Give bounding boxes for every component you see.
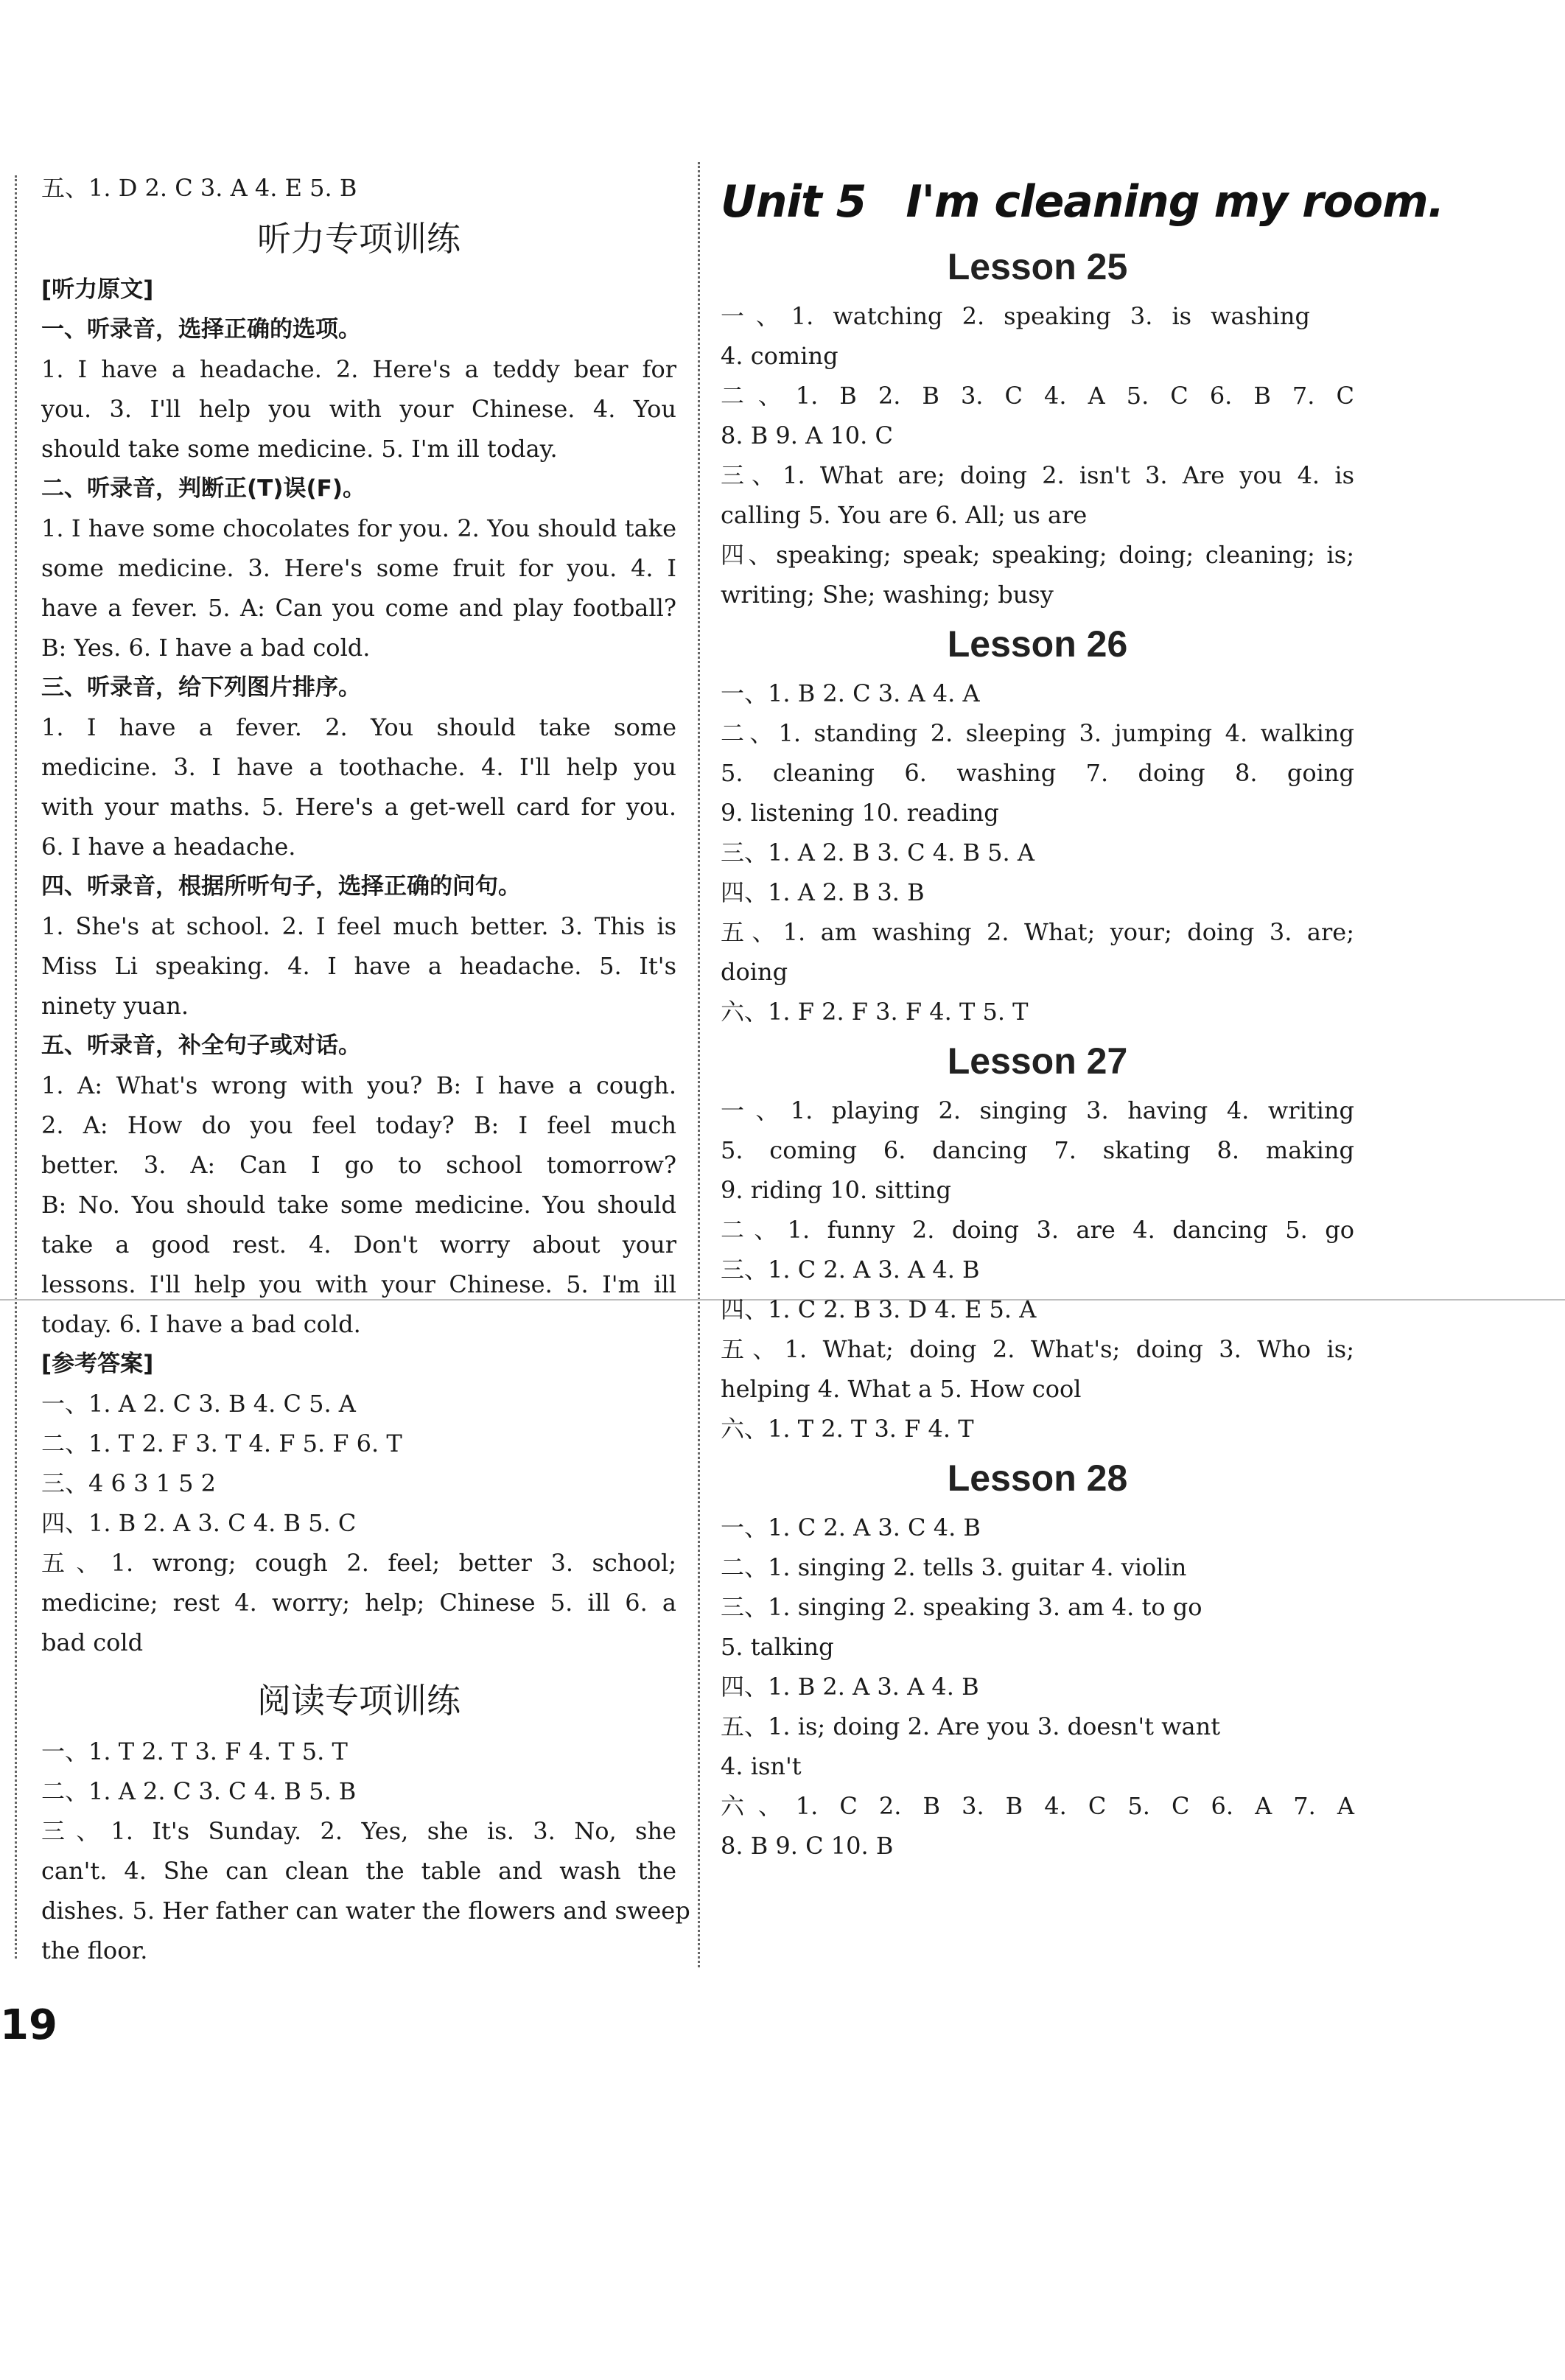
lesson-heading: Lesson 28 <box>947 1457 1128 1499</box>
lesson-answer-line: 五、1. am washing 2. What; your; doing 3. are; <box>721 918 1354 946</box>
unit-label: Unit 5 <box>721 176 866 228</box>
lesson-answer-line: 五、1. is; doing 2. Are you 3. doesn't want <box>721 1712 1221 1740</box>
lesson-answer-line: helping 4. What a 5. How cool <box>721 1375 1082 1403</box>
listening-section-title: 听力专项训练 <box>257 219 461 259</box>
transcript-label: [听力原文] <box>41 276 154 303</box>
lesson-answer-line: 三、1. C 2. A 3. A 4. B <box>721 1256 980 1284</box>
answer-line: 四、1. B 2. A 3. C 4. B 5. C <box>41 1509 357 1537</box>
lesson-answer-line: 四、1. B 2. A 3. A 4. B <box>721 1673 979 1701</box>
left-margin-rule <box>15 175 17 1959</box>
lesson-answer-line: 二、1. B 2. B 3. C 4. A 5. C 6. B 7. C <box>721 382 1354 410</box>
column-divider <box>698 162 700 1967</box>
reading-answer-line: dishes. 5. Her father can water the flowers and sweep <box>41 1897 690 1925</box>
transcript-line: 6. I have a headache. <box>41 833 296 861</box>
answer-line: medicine; rest 4. worry; help; Chinese 5. ill 6. a <box>41 1589 676 1617</box>
transcript-line: 2. A: How do you feel today? B: I feel much <box>41 1111 676 1139</box>
answer-line: 二、1. T 2. F 3. T 4. F 5. F 6. T <box>41 1429 402 1457</box>
lesson-answer-line: 三、1. A 2. B 3. C 4. B 5. A <box>721 839 1034 867</box>
lesson-answer-line: 9. listening 10. reading <box>721 799 999 827</box>
transcript-line: 1. I have a headache. 2. Here's a teddy bear for <box>41 355 676 383</box>
left-column <box>41 168 690 1970</box>
transcript-line: medicine. 3. I have a toothache. 4. I'll help you <box>41 753 676 781</box>
lesson-answer-line: 五、1. What; doing 2. What's; doing 3. Who is; <box>721 1335 1354 1363</box>
lesson-answer-line: 六、1. T 2. T 3. F 4. T <box>721 1415 974 1443</box>
transcript-heading: 二、听录音，判断正(T)误(F)。 <box>41 475 365 502</box>
unit-title <box>721 167 1444 237</box>
answer-line: 一、1. A 2. C 3. B 4. C 5. A <box>41 1390 356 1418</box>
reading-answer-line: 三、1. It's Sunday. 2. Yes, she is. 3. No, she <box>41 1817 676 1845</box>
reading-answer-line: can't. 4. She can clean the table and wash the <box>41 1857 676 1885</box>
transcript-line: have a fever. 5. A: Can you come and play football? <box>41 594 676 622</box>
lesson-answer-line: 5. cleaning 6. washing 7. doing 8. going <box>721 759 1354 787</box>
intro-answer-line: 五、1. D 2. C 3. A 4. E 5. B <box>41 174 357 202</box>
right-column <box>721 167 1444 1866</box>
reading-section-title: 阅读专项训练 <box>257 1681 461 1721</box>
transcript-heading: 一、听录音，选择正确的选项。 <box>41 316 361 343</box>
transcript-line: 1. A: What's wrong with you? B: I have a cough. <box>41 1071 676 1099</box>
lesson-answer-line: writing; She; washing; busy <box>721 581 1054 609</box>
page-number: 19 <box>0 2001 57 2049</box>
lesson-answer-line: 4. coming <box>721 342 838 370</box>
transcript-line: some medicine. 3. Here's some fruit for you. 4. I <box>41 554 676 582</box>
lesson-heading: Lesson 27 <box>947 1040 1128 1082</box>
transcript-heading: 四、听录音，根据所听句子，选择正确的问句。 <box>41 873 521 900</box>
answers-label: [参考答案] <box>41 1351 154 1377</box>
transcript-line: 1. I have some chocolates for you. 2. You should take <box>41 514 676 542</box>
lesson-answer-line: 8. B 9. C 10. B <box>721 1832 894 1860</box>
lesson-answer-line: 二、1. singing 2. tells 3. guitar 4. violin <box>721 1553 1187 1581</box>
lesson-answer-line: 一、1. watching 2. speaking 3. is washing <box>721 302 1310 330</box>
lesson-answer-line: 六、1. F 2. F 3. F 4. T 5. T <box>721 998 1029 1026</box>
reading-answer-line: 一、1. T 2. T 3. F 4. T 5. T <box>41 1737 348 1765</box>
lesson-heading: Lesson 26 <box>947 623 1128 665</box>
lesson-answer-line: 4. isn't <box>721 1752 802 1780</box>
lesson-answer-line: 四、1. C 2. B 3. D 4. E 5. A <box>721 1295 1037 1323</box>
transcript-line: ninety yuan. <box>41 992 189 1020</box>
transcript-line: with your maths. 5. Here's a get-well card for you. <box>41 793 676 821</box>
transcript-line: Miss Li speaking. 4. I have a headache. 5. It's <box>41 952 676 980</box>
transcript-line: better. 3. A: Can I go to school tomorrow? <box>41 1151 676 1179</box>
transcript-line: you. 3. I'll help you with your Chinese. 4. You <box>41 395 676 423</box>
lesson-answer-line: 四、1. A 2. B 3. B <box>721 878 925 906</box>
lesson-answer-line: 二、1. funny 2. doing 3. are 4. dancing 5. go <box>721 1216 1354 1244</box>
reading-answer-line: the floor. <box>41 1936 148 1964</box>
lesson-answer-line: calling 5. You are 6. All; us are <box>721 501 1088 529</box>
transcript-heading: 五、听录音，补全句子或对话。 <box>41 1032 361 1059</box>
lesson-answer-line: 四、speaking; speak; speaking; doing; cleaning; is; <box>721 541 1354 569</box>
lesson-answer-line: 三、1. What are; doing 2. isn't 3. Are you 4. is <box>721 461 1354 489</box>
lesson-answer-line: 三、1. singing 2. speaking 3. am 4. to go <box>721 1593 1202 1621</box>
transcript-heading: 三、听录音，给下列图片排序。 <box>41 674 361 701</box>
lesson-answer-line: 一、1. B 2. C 3. A 4. A <box>721 679 980 707</box>
lesson-answer-line: 5. coming 6. dancing 7. skating 8. making <box>721 1136 1354 1164</box>
transcript-line: take a good rest. 4. Don't worry about your <box>41 1231 676 1259</box>
answer-line: bad cold <box>41 1628 144 1656</box>
transcript-line: B: No. You should take some medicine. You should <box>41 1191 676 1219</box>
lesson-heading: Lesson 25 <box>947 246 1128 287</box>
transcript-line: lessons. I'll help you with your Chinese. 5. I'm ill <box>41 1270 676 1298</box>
answer-line: 五、1. wrong; cough 2. feel; better 3. school; <box>41 1549 676 1577</box>
lesson-answer-line: 一、1. C 2. A 3. C 4. B <box>721 1513 981 1541</box>
lesson-answer-line: 9. riding 10. sitting <box>721 1176 951 1204</box>
transcript-line: should take some medicine. 5. I'm ill today. <box>41 435 558 463</box>
transcript-line: 1. I have a fever. 2. You should take some <box>41 713 676 741</box>
transcript-line: 1. She's at school. 2. I feel much better. 3. This is <box>41 912 676 940</box>
lesson-answer-line: 一、1. playing 2. singing 3. having 4. writing <box>721 1096 1354 1124</box>
transcript-line: today. 6. I have a bad cold. <box>41 1310 361 1338</box>
unit-title-text: I'm cleaning my room. <box>906 176 1444 228</box>
answer-line: 三、4 6 3 1 5 2 <box>41 1469 217 1497</box>
reading-answer-line: 二、1. A 2. C 3. C 4. B 5. B <box>41 1777 357 1805</box>
lesson-answer-line: 六、1. C 2. B 3. B 4. C 5. C 6. A 7. A <box>721 1792 1354 1820</box>
transcript-line: B: Yes. 6. I have a bad cold. <box>41 634 371 662</box>
lesson-answer-line: 二、1. standing 2. sleeping 3. jumping 4. walking <box>721 719 1354 747</box>
lesson-answer-line: doing <box>721 958 788 986</box>
lesson-answer-line: 8. B 9. A 10. C <box>721 421 893 449</box>
lesson-answer-line: 5. talking <box>721 1633 834 1661</box>
